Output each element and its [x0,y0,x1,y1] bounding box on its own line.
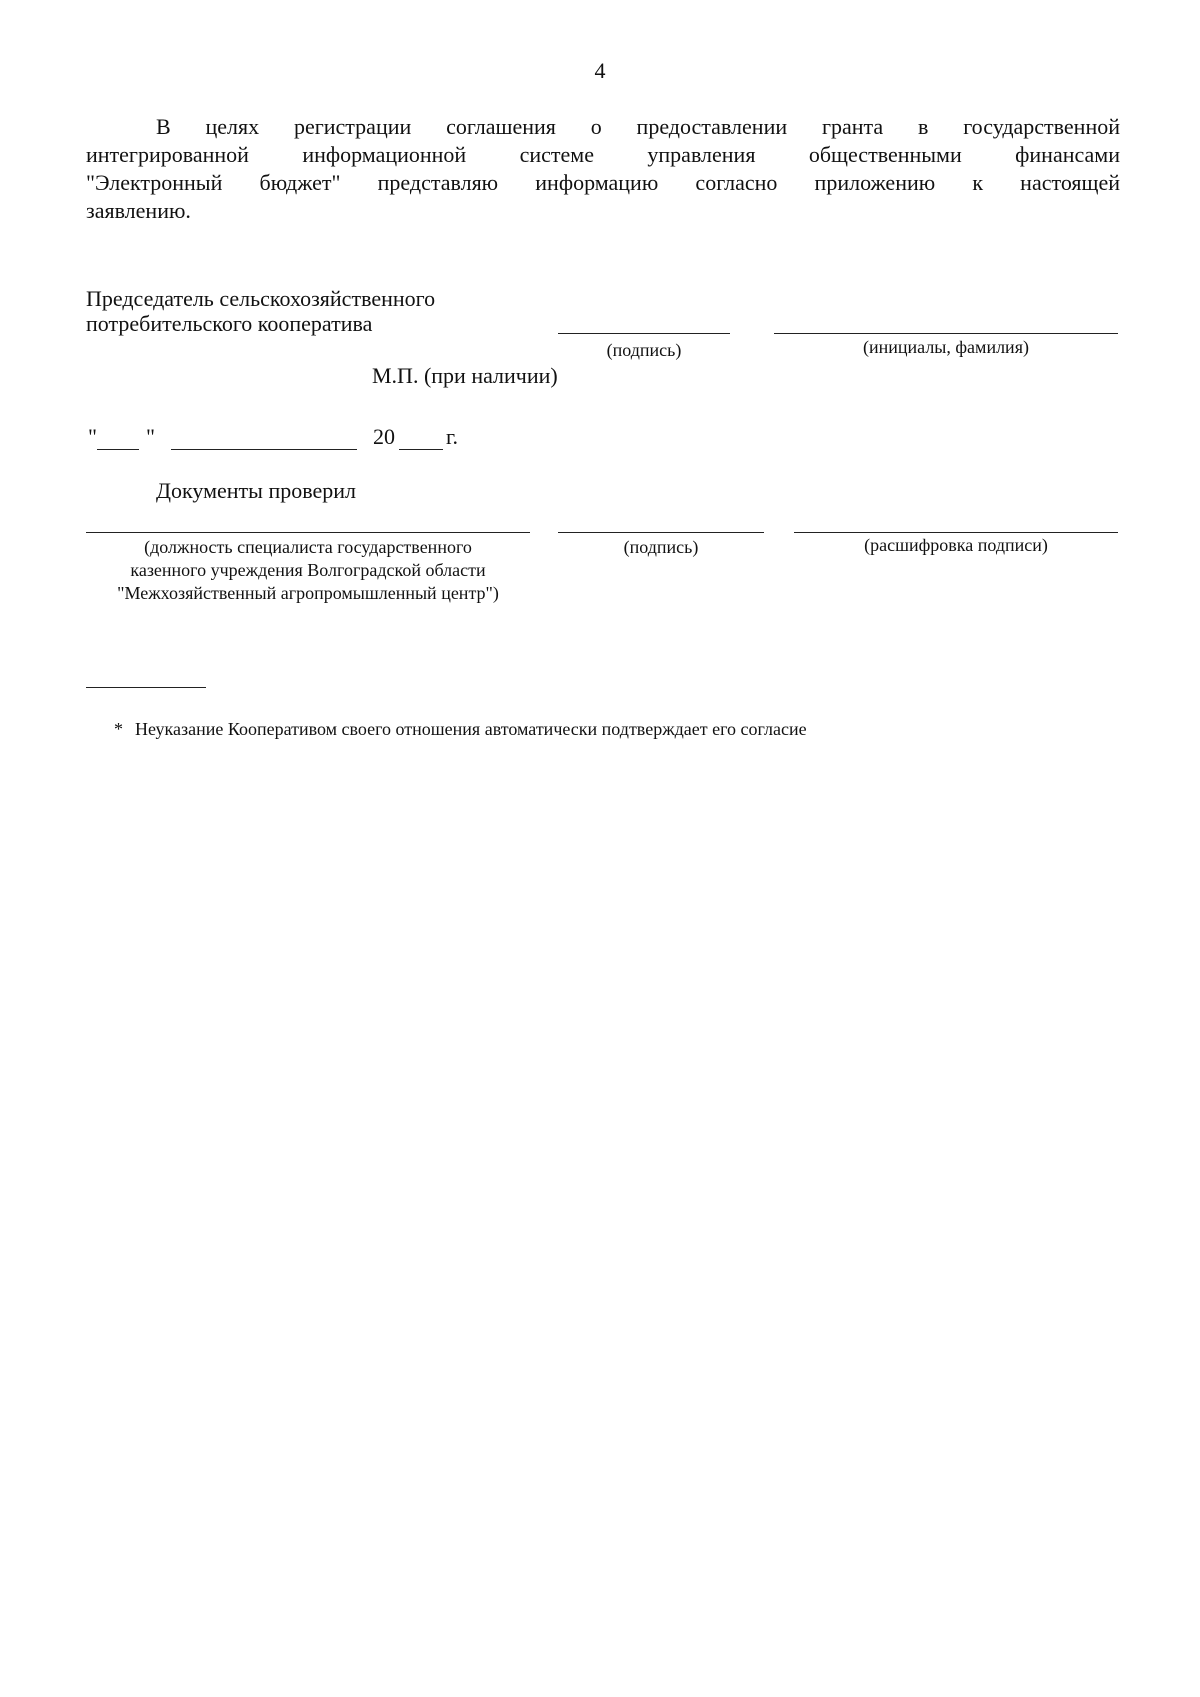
paragraph-line-2: интегрированной информационной системе управления общественными финансами [86,142,1120,167]
checker-position-caption-line1: (должность специалиста государственного [144,537,472,557]
chairman-signature-line [558,333,730,334]
checker-position-caption-line3: "Межхозяйственный агропромышленный центр") [117,583,499,603]
chairman-title-line1: Председатель сельскохозяйственного [86,286,436,311]
date-year-line [399,449,443,450]
chairman-title-line2: потребительского кооператива [86,311,373,336]
chairman-name-caption: (инициалы, фамилия) [863,337,1029,357]
seal-label: М.П. (при наличии) [372,363,558,388]
footnote-text: Неуказание Кооперативом своего отношения автоматически подтверждает его согласие [135,719,807,739]
paragraph-line-3: "Электронный бюджет" представляю информацию согласно приложению к настоящей [86,170,1120,195]
checker-decode-line [794,532,1118,533]
paragraph-line-1: В целях регистрации соглашения о предоставлении гранта в государственной [156,114,1120,139]
footnote-marker: * [114,719,123,739]
checker-position-line [86,532,530,533]
checker-decode-caption: (расшифровка подписи) [864,535,1048,555]
paragraph-line-4: заявлению. [86,198,191,223]
date-quote-close: " [146,424,155,449]
date-quote-open: " [88,424,97,449]
main-paragraph [86,113,1120,225]
checker-position-caption-line2: казенного учреждения Волгоградской области [130,560,486,580]
checker-signature-caption: (подпись) [623,537,699,557]
checker-signature-line [558,532,764,533]
footnote-separator [86,687,206,688]
date-year-suffix: г. [446,424,459,449]
chairman-name-line [774,333,1118,334]
page-number: 4 [594,58,606,83]
checker-heading: Документы проверил [156,478,356,503]
date-day-line [97,449,139,450]
date-year-prefix: 20 [373,424,395,449]
chairman-signature-caption: (подпись) [606,340,682,360]
date-month-line [171,449,357,450]
